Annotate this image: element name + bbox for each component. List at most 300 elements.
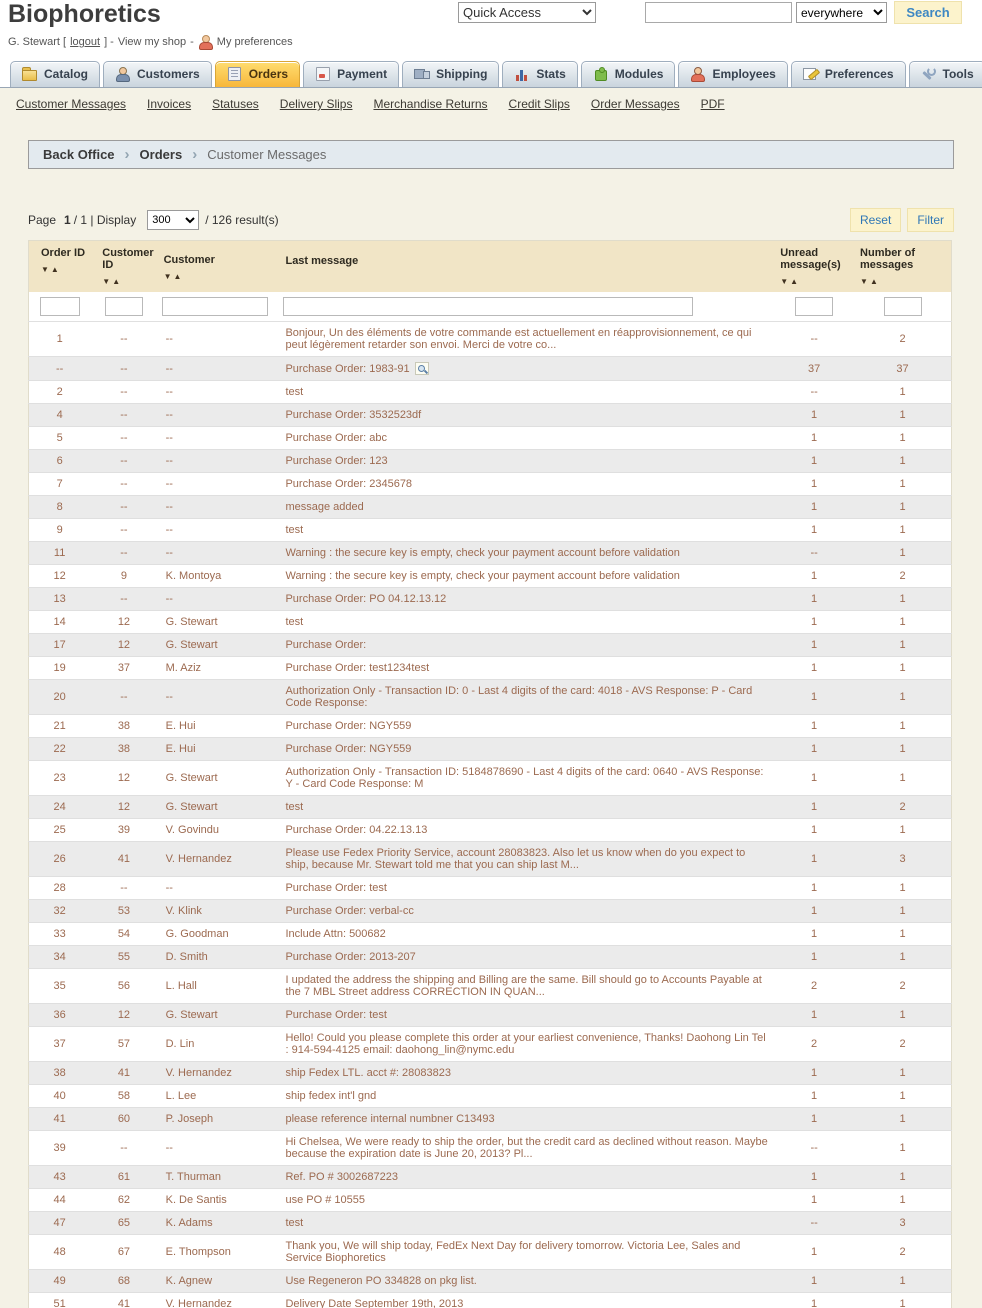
cell-last-message: message added	[279, 496, 774, 519]
cell-customer-id: 12	[90, 1004, 157, 1027]
cell-customer-id: 57	[90, 1027, 157, 1062]
cell-number-of-messages: 1	[854, 1270, 951, 1293]
cell-unread-messages: 1	[774, 1062, 854, 1085]
table-row[interactable]	[29, 877, 952, 900]
subnav-delivery-slips[interactable]: Delivery Slips	[280, 97, 353, 111]
shipping-icon	[414, 67, 430, 81]
cell-order-id: 26	[29, 842, 91, 877]
cell-customer: E. Thompson	[158, 1235, 280, 1270]
cell-unread-messages: --	[774, 542, 854, 565]
cell-last-message: test	[279, 1212, 774, 1235]
tab-preferences[interactable]: Preferences	[791, 61, 906, 87]
tab-orders[interactable]: Orders	[215, 61, 300, 87]
table-row[interactable]	[29, 1004, 952, 1027]
cell-customer-id: 53	[90, 900, 157, 923]
cell-customer-id: --	[90, 357, 157, 381]
display-count-select[interactable]	[147, 210, 199, 230]
cell-customer-id: 58	[90, 1085, 157, 1108]
cell-order-id: 40	[29, 1085, 91, 1108]
cell-customer-id: --	[90, 473, 157, 496]
cell-number-of-messages: 2	[854, 322, 951, 357]
table-row[interactable]	[29, 1062, 952, 1085]
breadcrumb-orders[interactable]: Orders	[140, 147, 183, 162]
subnav-customer-messages[interactable]: Customer Messages	[16, 97, 126, 111]
cell-last-message: Hello! Could you please complete this order at your earliest convenience, Thanks! Daohong Lin Tel : 914-594-4125 email: daohong_lin@nymc.edu	[279, 1027, 774, 1062]
cell-customer: D. Smith	[158, 946, 280, 969]
cell-order-id: 6	[29, 450, 91, 473]
sort-desc-icon[interactable]: ▼	[41, 265, 49, 274]
cell-last-message: Bonjour, Un des éléments de votre commande est actuellement en réapprovisionnement, ce qui peut légèrement retarder son envoi. Merci de votre co...	[279, 322, 774, 357]
cell-customer-id: 12	[90, 796, 157, 819]
table-row[interactable]	[29, 923, 952, 946]
cell-customer-id: --	[90, 496, 157, 519]
table-header-row	[29, 241, 952, 293]
cell-unread-messages: 2	[774, 1027, 854, 1062]
cell-number-of-messages: 1	[854, 680, 951, 715]
col-last-message: Last message	[279, 241, 774, 293]
cell-unread-messages: --	[774, 1131, 854, 1166]
cell-customer: D. Lin	[158, 1027, 280, 1062]
filter-unread-input[interactable]	[795, 297, 833, 316]
cell-order-id: 39	[29, 1131, 91, 1166]
cell-customer: G. Goodman	[158, 923, 280, 946]
cell-customer-id: 41	[90, 1293, 157, 1308]
cell-unread-messages: --	[774, 322, 854, 357]
cell-order-id: 33	[29, 923, 91, 946]
cell-last-message: Purchase Order: NGY559	[279, 738, 774, 761]
cell-unread-messages: 1	[774, 473, 854, 496]
cell-order-id: 1	[29, 322, 91, 357]
catalog-icon	[22, 67, 38, 81]
cell-customer-id: 9	[90, 565, 157, 588]
table-row[interactable]	[29, 450, 952, 473]
cell-unread-messages: 1	[774, 657, 854, 680]
cell-unread-messages: 2	[774, 969, 854, 1004]
sort-asc-icon[interactable]: ▲	[790, 277, 798, 286]
filter-customer-input[interactable]	[162, 297, 268, 316]
list-toolbar	[28, 207, 954, 233]
filter-customer-id-input[interactable]	[105, 297, 143, 316]
cell-customer-id: 12	[90, 611, 157, 634]
orders-icon	[227, 67, 243, 81]
cell-customer: E. Hui	[158, 715, 280, 738]
cell-last-message: test	[279, 381, 774, 404]
cell-order-id: 12	[29, 565, 91, 588]
cell-unread-messages: 1	[774, 496, 854, 519]
breadcrumb-back-office[interactable]: Back Office	[43, 147, 115, 162]
table-row[interactable]	[29, 634, 952, 657]
cell-customer: --	[158, 473, 280, 496]
chevron-right-icon: ›	[192, 146, 197, 163]
tab-stats[interactable]: Stats	[502, 61, 577, 87]
quick-access-select[interactable]	[458, 2, 596, 23]
cell-customer-id: 54	[90, 923, 157, 946]
cell-order-id: 17	[29, 634, 91, 657]
cell-customer: V. Govindu	[158, 819, 280, 842]
cell-number-of-messages: 1	[854, 1108, 951, 1131]
subnav-credit-slips[interactable]: Credit Slips	[509, 97, 570, 111]
sort-asc-icon[interactable]: ▲	[870, 277, 878, 286]
table-row[interactable]	[29, 969, 952, 1004]
cell-customer: G. Stewart	[158, 1004, 280, 1027]
cell-last-message: ship fedex int'l gnd	[279, 1085, 774, 1108]
cell-order-id: 19	[29, 657, 91, 680]
cell-number-of-messages: 1	[854, 1293, 951, 1308]
cell-customer: --	[158, 427, 280, 450]
table-row[interactable]	[29, 322, 952, 357]
tab-shipping[interactable]: Shipping	[402, 61, 499, 87]
cell-unread-messages: 37	[774, 357, 854, 381]
sort-desc-icon[interactable]: ▼	[164, 272, 172, 281]
view-my-shop-link[interactable]: View my shop	[118, 36, 186, 48]
cell-number-of-messages: 1	[854, 1062, 951, 1085]
sort-desc-icon[interactable]: ▼	[780, 277, 788, 286]
table-row[interactable]	[29, 1270, 952, 1293]
details-magnifier-icon[interactable]	[415, 362, 429, 375]
subnav-pdf[interactable]: PDF	[701, 97, 725, 111]
cell-unread-messages: 1	[774, 680, 854, 715]
cell-customer: --	[158, 381, 280, 404]
cell-customer: G. Stewart	[158, 611, 280, 634]
tab-tools[interactable]: Tools	[909, 61, 982, 87]
cell-customer-id: 39	[90, 819, 157, 842]
cell-customer: E. Hui	[158, 738, 280, 761]
table-row[interactable]	[29, 1085, 952, 1108]
page-number: 1	[64, 213, 71, 227]
cell-order-id: 4	[29, 404, 91, 427]
table-row[interactable]	[29, 946, 952, 969]
cell-last-message: Purchase Order: 1983-91	[279, 357, 774, 381]
cell-customer: L. Lee	[158, 1085, 280, 1108]
cell-order-id: 28	[29, 877, 91, 900]
cell-order-id: 43	[29, 1166, 91, 1189]
sort-asc-icon[interactable]: ▲	[51, 265, 59, 274]
orders-subnav	[0, 87, 982, 117]
filter-last-message-input[interactable]	[283, 297, 693, 316]
cell-customer: --	[158, 542, 280, 565]
cell-last-message: test	[279, 796, 774, 819]
col-order-id: Order ID ▼ ▲	[29, 241, 91, 293]
cell-unread-messages: 1	[774, 565, 854, 588]
cell-customer: V. Hernandez	[158, 1062, 280, 1085]
cell-last-message: Include Attn: 500682	[279, 923, 774, 946]
cell-order-id: 8	[29, 496, 91, 519]
cell-number-of-messages: 2	[854, 565, 951, 588]
cell-last-message: test	[279, 519, 774, 542]
user-name: G. Stewart [	[8, 36, 66, 48]
cell-customer: K. De Santis	[158, 1189, 280, 1212]
cell-order-id: 32	[29, 900, 91, 923]
cell-number-of-messages: 1	[854, 819, 951, 842]
cell-unread-messages: 1	[774, 634, 854, 657]
cell-unread-messages: 1	[774, 427, 854, 450]
table-row[interactable]	[29, 1189, 952, 1212]
table-row[interactable]	[29, 357, 952, 381]
cell-number-of-messages: 2	[854, 1235, 951, 1270]
subnav-statuses[interactable]: Statuses	[212, 97, 259, 111]
cell-customer-id: --	[90, 519, 157, 542]
cell-number-of-messages: 1	[854, 738, 951, 761]
cell-order-id: 2	[29, 381, 91, 404]
cell-last-message: Purchase Order: 2345678	[279, 473, 774, 496]
table-row[interactable]	[29, 738, 952, 761]
cell-order-id: 5	[29, 427, 91, 450]
cell-unread-messages: 1	[774, 1108, 854, 1131]
page-suffix: / 1 | Display	[74, 213, 136, 227]
cell-customer-id: 41	[90, 1062, 157, 1085]
cell-customer-id: --	[90, 680, 157, 715]
cell-order-id: 9	[29, 519, 91, 542]
tab-employees[interactable]: Employees	[678, 61, 787, 87]
cell-order-id: 41	[29, 1108, 91, 1131]
table-row[interactable]	[29, 1166, 952, 1189]
cell-number-of-messages: 3	[854, 842, 951, 877]
cell-unread-messages: --	[774, 1212, 854, 1235]
cell-last-message: use PO # 10555	[279, 1189, 774, 1212]
table-row[interactable]	[29, 519, 952, 542]
cell-customer-id: 60	[90, 1108, 157, 1131]
cell-last-message: Purchase Order: 123	[279, 450, 774, 473]
cell-last-message: Thank you, We will ship today, FedEx Next Day for delivery tomorrow. Victoria Lee, Sales and Service Biophoretics	[279, 1235, 774, 1270]
table-row[interactable]	[29, 761, 952, 796]
cell-number-of-messages: 37	[854, 357, 951, 381]
cell-unread-messages: 1	[774, 715, 854, 738]
cell-customer: L. Hall	[158, 969, 280, 1004]
table-row[interactable]	[29, 542, 952, 565]
cell-customer: V. Hernandez	[158, 1293, 280, 1308]
cell-number-of-messages: 1	[854, 611, 951, 634]
cell-order-id: 38	[29, 1062, 91, 1085]
cell-unread-messages: 1	[774, 923, 854, 946]
cell-order-id: 51	[29, 1293, 91, 1308]
cell-customer: G. Stewart	[158, 761, 280, 796]
cell-customer: V. Klink	[158, 900, 280, 923]
tab-catalog[interactable]: Catalog	[10, 61, 100, 87]
cell-last-message: Use Regeneron PO 334828 on pkg list.	[279, 1270, 774, 1293]
subnav-invoices[interactable]: Invoices	[147, 97, 191, 111]
tab-customers[interactable]: Customers	[103, 61, 212, 87]
search-button[interactable]: Search	[894, 1, 962, 24]
tab-payment[interactable]: Payment	[303, 61, 399, 87]
cell-number-of-messages: 1	[854, 381, 951, 404]
filter-row	[29, 292, 952, 322]
modules-icon	[593, 67, 609, 81]
table-row[interactable]	[29, 819, 952, 842]
cell-customer-id: --	[90, 588, 157, 611]
cell-order-id: 47	[29, 1212, 91, 1235]
cell-last-message: test	[279, 611, 774, 634]
cell-order-id: 11	[29, 542, 91, 565]
table-row[interactable]	[29, 900, 952, 923]
logout-link[interactable]: logout	[70, 36, 100, 48]
cell-last-message: Ref. PO # 3002687223	[279, 1166, 774, 1189]
cell-number-of-messages: 1	[854, 1166, 951, 1189]
cell-customer: M. Aziz	[158, 657, 280, 680]
table-row[interactable]	[29, 381, 952, 404]
my-preferences-link[interactable]: My preferences	[217, 36, 293, 48]
user-icon	[198, 35, 213, 49]
cell-customer: P. Joseph	[158, 1108, 280, 1131]
cell-number-of-messages: 1	[854, 519, 951, 542]
cell-customer: --	[158, 1131, 280, 1166]
cell-customer-id: 65	[90, 1212, 157, 1235]
cell-last-message: Please use Fedex Priority Service, account 28083823. Also let us know when do you expect to ship, because Mr. Stewart told me that you can ship last M...	[279, 842, 774, 877]
cell-customer: --	[158, 519, 280, 542]
cell-number-of-messages: 1	[854, 923, 951, 946]
table-row[interactable]	[29, 496, 952, 519]
cell-customer: T. Thurman	[158, 1166, 280, 1189]
table-row[interactable]	[29, 1027, 952, 1062]
cell-unread-messages: 1	[774, 1235, 854, 1270]
cell-customer-id: --	[90, 1131, 157, 1166]
table-row[interactable]	[29, 473, 952, 496]
cell-last-message: Authorization Only - Transaction ID: 5184878690 - Last 4 digits of the card: 0640 - AVS Response: Y - Card Code Response: M	[279, 761, 774, 796]
subnav-order-messages[interactable]: Order Messages	[591, 97, 680, 111]
cell-unread-messages: 1	[774, 1270, 854, 1293]
cell-number-of-messages: 1	[854, 657, 951, 680]
col-customer-id: Customer ID ▼ ▲	[90, 241, 157, 293]
cell-last-message: Purchase Order: 3532523df	[279, 404, 774, 427]
cell-last-message: ship Fedex LTL. acct #: 28083823	[279, 1062, 774, 1085]
cell-number-of-messages: 1	[854, 542, 951, 565]
cell-customer-id: 62	[90, 1189, 157, 1212]
cell-number-of-messages: 1	[854, 404, 951, 427]
cell-customer-id: 67	[90, 1235, 157, 1270]
cell-customer: K. Montoya	[158, 565, 280, 588]
filter-order-id-input[interactable]	[40, 297, 80, 316]
search-input[interactable]	[645, 2, 792, 23]
cell-customer-id: 37	[90, 657, 157, 680]
table-row[interactable]	[29, 680, 952, 715]
cell-customer-id: --	[90, 450, 157, 473]
cell-unread-messages: 1	[774, 900, 854, 923]
cell-customer-id: --	[90, 427, 157, 450]
cell-number-of-messages: 1	[854, 588, 951, 611]
subnav-merchandise-returns[interactable]: Merchandise Returns	[373, 97, 487, 111]
cell-last-message: Purchase Order: abc	[279, 427, 774, 450]
col-number-of-messages: Number of messages ▼ ▲	[854, 241, 951, 293]
cell-order-id: 35	[29, 969, 91, 1004]
sort-asc-icon[interactable]: ▲	[112, 277, 120, 286]
cell-order-id: --	[29, 357, 91, 381]
col-customer: Customer ▼ ▲	[158, 241, 280, 293]
cell-order-id: 22	[29, 738, 91, 761]
cell-last-message: Purchase Order: NGY559	[279, 715, 774, 738]
cell-customer: --	[158, 496, 280, 519]
cell-customer: --	[158, 450, 280, 473]
cell-unread-messages: 1	[774, 1189, 854, 1212]
chevron-right-icon: ›	[125, 146, 130, 163]
table-row[interactable]	[29, 657, 952, 680]
cell-number-of-messages: 1	[854, 761, 951, 796]
cell-order-id: 20	[29, 680, 91, 715]
cell-order-id: 7	[29, 473, 91, 496]
cell-unread-messages: 1	[774, 450, 854, 473]
table-row[interactable]	[29, 1108, 952, 1131]
cell-number-of-messages: 3	[854, 1212, 951, 1235]
cell-customer-id: 38	[90, 715, 157, 738]
cell-order-id: 37	[29, 1027, 91, 1062]
cell-last-message: Authorization Only - Transaction ID: 0 - Last 4 digits of the card: 4018 - AVS Response: P - Card Code Response:	[279, 680, 774, 715]
cell-number-of-messages: 1	[854, 715, 951, 738]
cell-last-message: please reference internal numbner C13493	[279, 1108, 774, 1131]
cell-number-of-messages: 1	[854, 877, 951, 900]
cell-order-id: 23	[29, 761, 91, 796]
table-row[interactable]	[29, 842, 952, 877]
cell-last-message: Purchase Order: test	[279, 877, 774, 900]
sort-desc-icon[interactable]: ▼	[102, 277, 110, 286]
cell-number-of-messages: 1	[854, 473, 951, 496]
cell-order-id: 44	[29, 1189, 91, 1212]
cell-unread-messages: 1	[774, 796, 854, 819]
cell-unread-messages: 1	[774, 1166, 854, 1189]
cell-unread-messages: 1	[774, 877, 854, 900]
filter-button[interactable]: Filter	[907, 208, 954, 232]
table-row[interactable]	[29, 1131, 952, 1166]
cell-unread-messages: 1	[774, 1004, 854, 1027]
cell-number-of-messages: 1	[854, 1131, 951, 1166]
cell-unread-messages: 1	[774, 842, 854, 877]
cell-last-message: Purchase Order: 04.22.13.13	[279, 819, 774, 842]
table-row[interactable]	[29, 796, 952, 819]
results-count: / 126 result(s)	[205, 213, 278, 227]
cell-last-message: I updated the address the shipping and Billing are the same. Bill should go to Accounts Payable at the 7 MBL Street address CORRECTION IN QUAN...	[279, 969, 774, 1004]
cell-order-id: 48	[29, 1235, 91, 1270]
stats-icon	[514, 67, 530, 81]
tab-modules[interactable]: Modules	[581, 61, 676, 87]
cell-number-of-messages: 1	[854, 427, 951, 450]
table-row[interactable]	[29, 404, 952, 427]
cell-customer: V. Hernandez	[158, 842, 280, 877]
reset-button[interactable]: Reset	[850, 208, 901, 232]
cell-number-of-messages: 2	[854, 969, 951, 1004]
sort-asc-icon[interactable]: ▲	[174, 272, 182, 281]
breadcrumb-current: Customer Messages	[207, 147, 326, 162]
cell-number-of-messages: 1	[854, 1004, 951, 1027]
cell-customer-id: 56	[90, 969, 157, 1004]
cell-customer-id: --	[90, 542, 157, 565]
table-row[interactable]	[29, 588, 952, 611]
cell-unread-messages: 1	[774, 588, 854, 611]
cell-order-id: 24	[29, 796, 91, 819]
cell-last-message: Delivery Date September 19th, 2013	[279, 1293, 774, 1308]
table-row[interactable]	[29, 1212, 952, 1235]
cell-customer: K. Agnew	[158, 1270, 280, 1293]
cell-order-id: 13	[29, 588, 91, 611]
cell-unread-messages: 1	[774, 819, 854, 842]
cell-customer-id: 68	[90, 1270, 157, 1293]
table-row[interactable]	[29, 1235, 952, 1270]
table-row[interactable]	[29, 427, 952, 450]
search-scope-select[interactable]	[796, 2, 887, 23]
cell-number-of-messages: 2	[854, 796, 951, 819]
table-row[interactable]	[29, 715, 952, 738]
cell-order-id: 21	[29, 715, 91, 738]
content-area	[0, 117, 982, 1308]
cell-customer: G. Stewart	[158, 634, 280, 657]
customer-messages-table	[28, 240, 952, 1308]
filter-total-input[interactable]	[884, 297, 922, 316]
cell-last-message: Purchase Order: verbal-cc	[279, 900, 774, 923]
cell-number-of-messages: 1	[854, 900, 951, 923]
table-row[interactable]	[29, 611, 952, 634]
sort-desc-icon[interactable]: ▼	[860, 277, 868, 286]
cell-customer-id: 12	[90, 761, 157, 796]
payment-icon	[315, 67, 331, 81]
cell-customer-id: --	[90, 404, 157, 427]
cell-customer: --	[158, 680, 280, 715]
table-row[interactable]	[29, 565, 952, 588]
